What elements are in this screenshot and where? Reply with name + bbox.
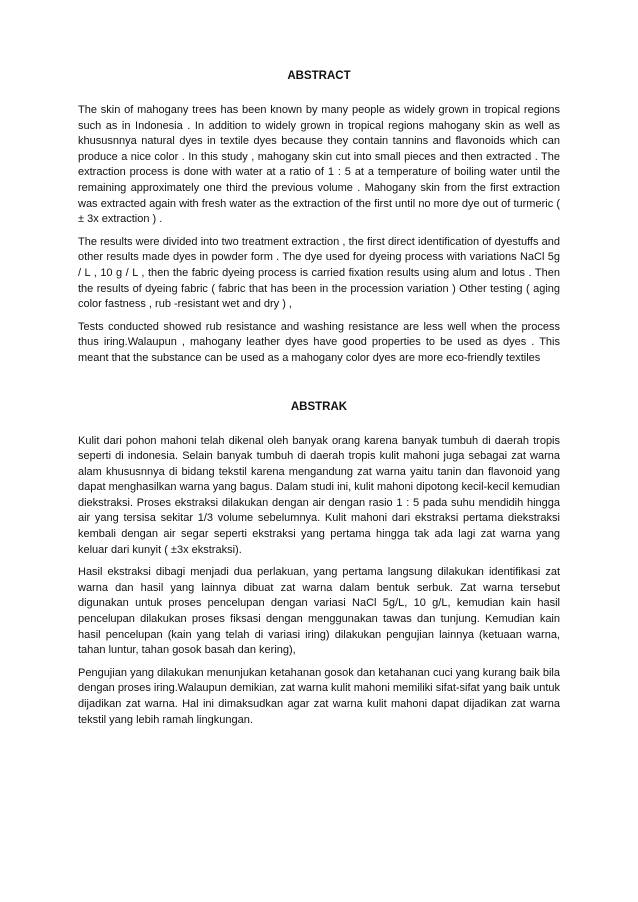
abstrak-heading: ABSTRAK (290, 400, 348, 413)
abstrak-indonesian-section (78, 399, 560, 729)
abstract-paragraph-1: The skin of mahogany trees has been known by many people as widely grown in tropical regions such as in Indonesia . In addition to widely grown in tropical regions mahogany skin as well as khususnnya natural dyes in textile dyes because they contain tannins and flavonoids which can produce a nice color . In this study , mahogany skin cut into small pieces and then extracted . The extraction process is done with water at a ratio of 1 : 5 at a temperature of boiling water until the remaining approximately one third the previous volume . Mahogany skin from the first extraction was extracted again with fresh water as the extraction of the first until no more dye out of turmeric ( ± 3x extraction ) . (78, 104, 560, 226)
document-content (78, 68, 560, 735)
abstract-heading: ABSTRACT (287, 70, 351, 82)
abstrak-paragraph-2: Hasil ekstraksi dibagi menjadi dua perlakuan, yang pertama langsung dilakukan identifikasi zat warna dan hasil yang lainnya dibuat zat warna dalam bentuk serbuk. Zat warna tersebut digunakan untuk proses pencelupan dengan variasi NaCl 5g/L, 10 g/L, kemudian kain hasil pencelupan dilakukan proses fiksasi dengan menggunakan tawas dan tunjung. Kemudian kain hasil pencelupan (kain yang telah di variasi iring) dilakukan pengujian lainnya (ketuaan warna, tahan luntur, tahan gosok basah dan kering), (78, 566, 560, 657)
abstrak-paragraph-1: Kulit dari pohon mahoni telah dikenal oleh banyak orang karena banyak tumbuh di daerah tropis seperti di indonesia. Selain banyak tumbuh di daerah tropis kulit mahoni juga sebagai zat warna alam khususnnya di bidang tekstil karena mengandung zat warna yaitu tanin dan flavonoid yang dapat menghasilkan warna yang bagus. Dalam studi ini, kulit mahoni dipotong kecil-kecil kemudian diekstraksi. Proses ekstraksi dilakukan dengan air dengan rasio 1 : 5 pada suhu mendidih hingga air yang tersisa sekitar 1/3 volume sebelumnya. Kulit mahoni dari ekstraksi pertama diekstraksi kembali dengan air segar seperti ekstraksi yang pertama hingga tak ada lagi zat warna yang keluar dari kunyit ( ±3x ekstraksi). (78, 434, 560, 556)
abstrak-paragraph-3: Pengujian yang dilakukan menunjukan ketahanan gosok dan ketahanan cuci yang kurang baik bila dengan proses iring.Walaupun demikian, zat warna kulit mahoni memiliki sifat-sifat yang baik untuk dijadikan zat warna. Hal ini dimaksudkan agar zat warna kulit mahoni dapat dijadikan zat warna tekstil yang lebih ramah lingkungan. (78, 666, 560, 726)
abstract-paragraph-2: The results were divided into two treatment extraction , the first direct identification of dyestuffs and other results made dyes in powder form . The dye used for dyeing process with variations NaCl 5g / L , 10 g / L , then the fabric dyeing process is carried fixation results using alum and lotus . Then the results of dyeing fabric ( fabric that has been in the procession variation ) Other testing ( aging color fastness , rub -resistant wet and dry ) , (78, 235, 560, 311)
abstract-paragraph-3: Tests conducted showed rub resistance and washing resistance are less well when the process thus iring.Walaupun , mahogany leather dyes have good properties to be used as dyes . This meant that the substance can be used as a mahogany color dyes are more eco-friendly textiles (78, 320, 560, 364)
abstract-english-section (78, 68, 560, 367)
